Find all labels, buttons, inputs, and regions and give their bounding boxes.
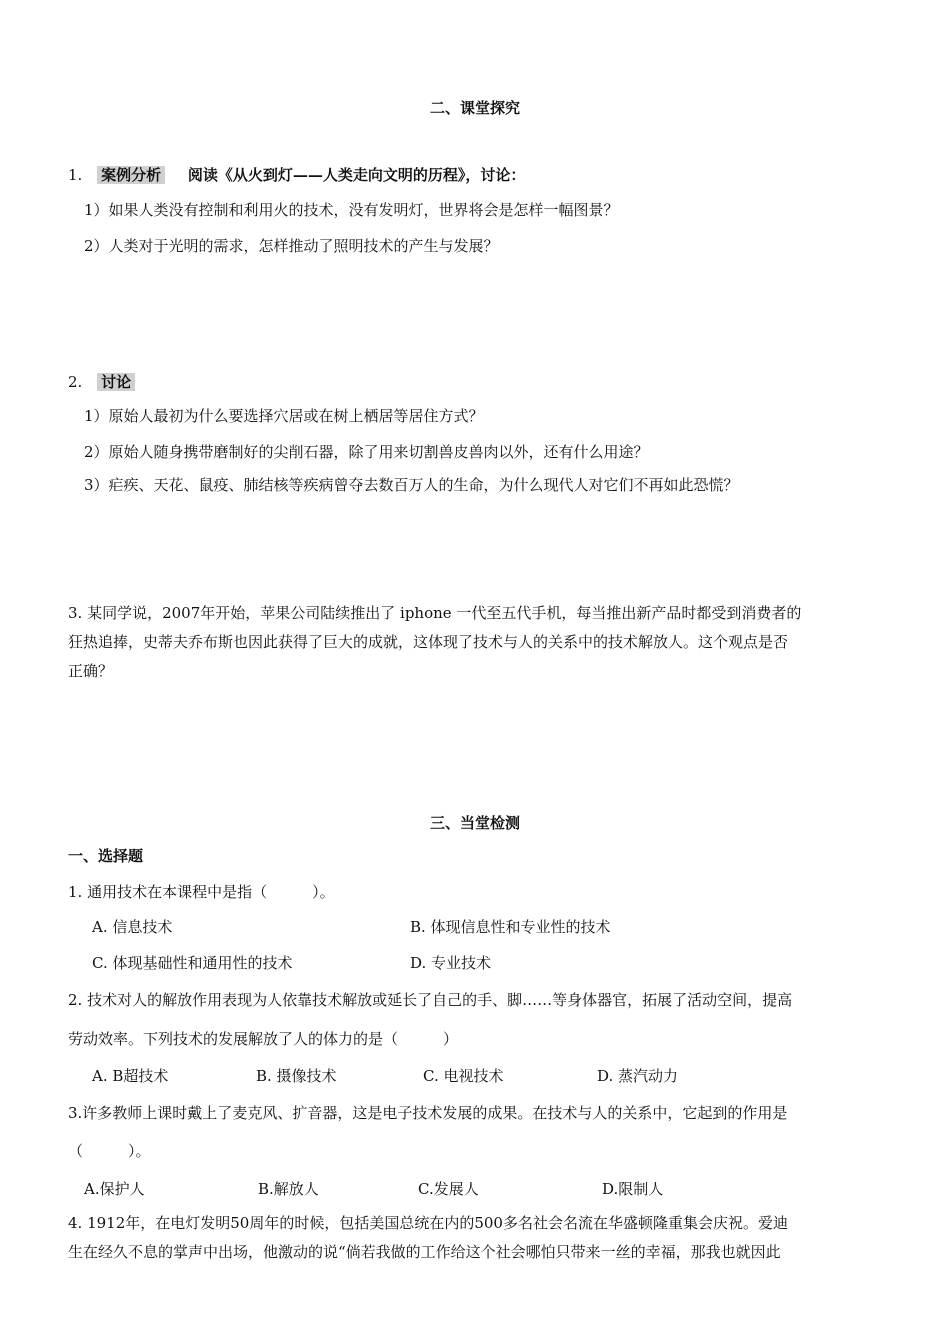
mc-q3-option-a: A.保护人 (84, 1180, 145, 1198)
q3-line: 正确？ (68, 662, 114, 680)
mc-q4-stem-line: 4. 1912年，在电灯发明50周年的时候，包括美国总统在内的500多名社会名流在华盛顿隆重集会庆祝。爱迪 (68, 1214, 788, 1232)
subsection-title-multiple-choice: 一、选择题 (68, 847, 144, 865)
mc-q2-option-b: B. 摄像技术 (256, 1067, 337, 1085)
mc-q2-option-a: A. B超技术 (92, 1067, 169, 1085)
mc-q3-stem-line: 3.许多教师上课时戴上了麦克风、扩音器，这是电子技术发展的成果。在技术与人的关系中，它起到的作用是 (68, 1104, 788, 1122)
q2-number: 2. (68, 373, 83, 391)
q2-item: 3）疟疾、天花、鼠疫、肺结核等疾病曾夺去数百万人的生命，为什么现代人对它们不再如此恐慌？ (84, 476, 739, 494)
q1-tag: 案例分析 (97, 166, 165, 184)
mc-q3-option-b: B.解放人 (258, 1180, 319, 1198)
mc-q2-stem-line: 劳动效率。下列技术的发展解放了人的体力的是（ ） (68, 1030, 459, 1048)
q2-heading (68, 372, 135, 392)
q2-tag: 讨论 (97, 373, 135, 391)
mc-q2-option-d: D. 蒸汽动力 (597, 1067, 679, 1085)
mc-q2-stem-line: 2. 技术对人的解放作用表现为人依靠技术解放或延长了自己的手、脚……等身体器官，拓展了活动空间，提高 (68, 991, 793, 1009)
mc-q2-option-c: C. 电视技术 (423, 1067, 504, 1085)
section-title-classroom-inquiry: 二、课堂探究 (429, 99, 520, 117)
q2-item: 2）原始人随身携带磨制好的尖削石器，除了用来切割兽皮兽肉以外，还有什么用途？ (84, 443, 649, 461)
q1-item: 1）如果人类没有控制和利用火的技术，没有发明灯，世界将会是怎样一幅图景？ (84, 201, 619, 219)
q2-item: 1）原始人最初为什么要选择穴居或在树上栖居等居住方式？ (84, 407, 484, 425)
mc-q1-option-d: D. 专业技术 (410, 954, 492, 972)
mc-q3-stem-line: （ ）。 (68, 1142, 151, 1160)
mc-q1-option-a: A. 信息技术 (92, 918, 173, 936)
q1-heading (68, 165, 525, 185)
q1-lead: 阅读《从火到灯——人类走向文明的历程》，讨论： (187, 166, 526, 184)
mc-q1-option-b: B. 体现信息性和专业性的技术 (410, 918, 611, 936)
mc-q4-stem-line: 生在经久不息的掌声中出场，他激动的说“倘若我做的工作给这个社会哪怕只带来一丝的幸福，那我也就因此 (68, 1243, 781, 1261)
q1-number: 1. (68, 166, 83, 184)
mc-q3-option-c: C.发展人 (418, 1180, 479, 1198)
mc-q1-option-c: C. 体现基础性和通用性的技术 (92, 954, 293, 972)
q1-item: 2）人类对于光明的需求，怎样推动了照明技术的产生与发展？ (84, 237, 499, 255)
section-title-in-class-test: 三、当堂检测 (429, 814, 520, 832)
mc-q1-stem: 1. 通用技术在本课程中是指（ ）。 (68, 883, 335, 901)
q3-line: 狂热追捧，史蒂夫乔布斯也因此获得了巨大的成就，这体现了技术与人的关系中的技术解放人。这个观点是否 (68, 633, 789, 651)
mc-q3-option-d: D.限制人 (602, 1180, 664, 1198)
q3-line: 3. 某同学说，2007年开始，苹果公司陆续推出了 iphone 一代至五代手机，每当推出新产品时都受到消费者的 (68, 604, 802, 622)
